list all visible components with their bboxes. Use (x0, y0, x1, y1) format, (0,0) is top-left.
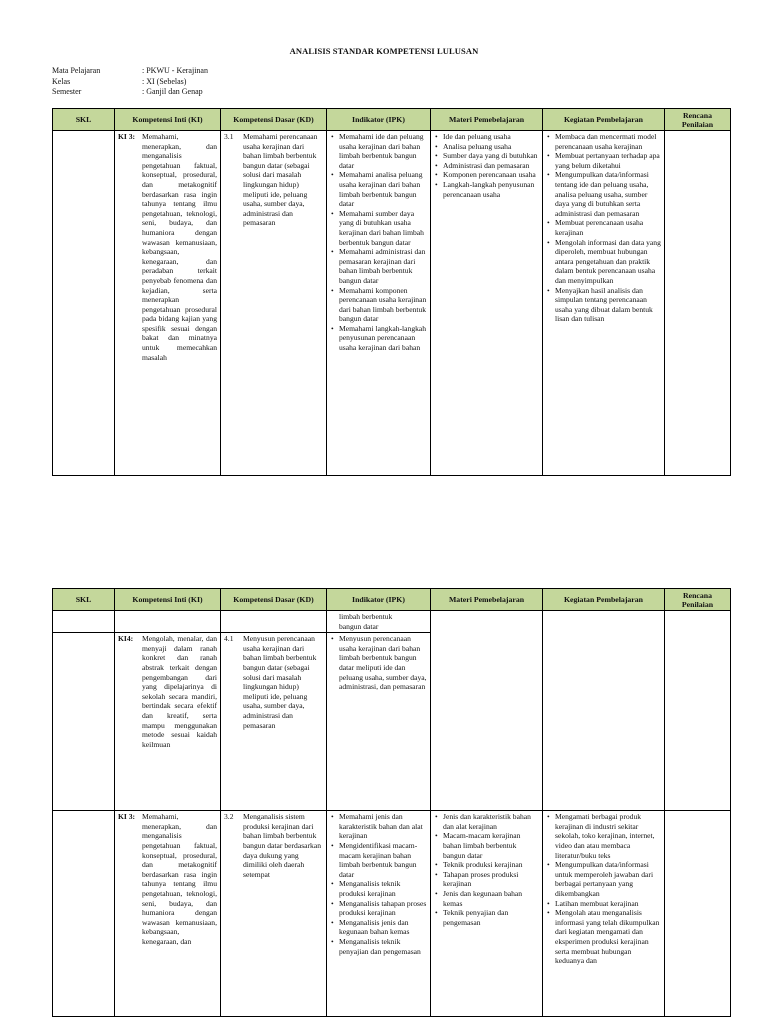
ki-text: Memahami, menerapkan, dan menganalisis pengetahuan faktual, konseptual, prosedural, dan metakognitif berdasarkan rasa ingin tahunya tentang ilmu pengetahuan, teknologi, seni, budaya, dan humaniora dengan wawasan kemanusiaan, kebangsaan, kenegaraan, dan (142, 812, 217, 946)
document-title: ANALISIS STANDAR KOMPETENSI LULUSAN (289, 46, 479, 56)
list-item: • Memahami analisa peluang usaha kerajinan dari bahan limbah berbentuk bangun datar (339, 170, 427, 208)
list-item: • Mengidentifikasi macam-macam kerajinan bahan limbah berbentuk bangun datar (339, 841, 427, 879)
meta-row-subject (52, 66, 208, 77)
kd-cell (221, 633, 327, 811)
list-item: • Menyusun perencanaan usaha kerajinan dari bahan limbah berbentuk bangun datar meliputi ide dan peluang usaha, sumber daya, administrasi, dan pemasaran (339, 634, 427, 692)
meta-value: : PKWU - Kerajinan (142, 66, 208, 75)
materi-cell (431, 611, 543, 811)
list-item: • Membuat pertanyaan terhadap apa yang belum diketahui (555, 151, 661, 170)
ipk-cell (327, 633, 431, 811)
header-materi: Materi Pemebelajaran (431, 109, 543, 131)
ipk-cell (327, 611, 431, 633)
kd-number: 3.1 (224, 132, 234, 141)
header-materi: Materi Pemebelajaran (431, 589, 543, 611)
header-skl: SKL (53, 109, 115, 131)
skl-cell (53, 611, 115, 633)
skl-cell (53, 633, 115, 811)
header-ipk: Indikator (IPK) (327, 109, 431, 131)
header-kd: Kompetensi Dasar (KD) (221, 589, 327, 611)
ki-code: KI 3: (118, 132, 136, 141)
table-row (53, 131, 731, 476)
meta-label: Semester (52, 87, 82, 96)
list-item: • Memahami komponen perencanaan usaha kerajinan dari bahan limbah berbentuk bangun datar (339, 286, 427, 324)
analysis-table-2 (52, 588, 731, 1017)
list-item: • Sumber daya yang di butuhkan (443, 151, 539, 161)
list-item: • Membaca dan mencermati model perencanaan usaha kerajinan (555, 132, 661, 151)
ki-text: Memahami, menerapkan, dan menganalisis pengetahuan faktual, konseptual, prosedural, dan metakognitif berdasarkan rasa ingin tahunya tentang ilmu pengetahuan, teknologi, seni, budaya, dan humaniora dengan wawasan kemanusiaan, kebangsaan, kenegaraan, dan peradaban terkait penyebab fenomena dan kejadian, serta menerapkan pengetahuan prosedural pada bidang kajian yang spesifik sesuai dengan bakat dan minatnya untuk memecahkan masalah (142, 132, 217, 362)
list-item: • Menganalisis teknik penyajian dan pengemasan (339, 937, 427, 956)
analysis-table-1 (52, 108, 731, 476)
list-item: • Mengumpulkan data/informasi untuk memperoleh jawaban dari berbagai pertanyaan yang dikembangkan (555, 860, 661, 898)
list-item: • Menganalisis tahapan proses produksi kerajinan (339, 899, 427, 918)
kegiatan-cell (543, 811, 665, 1017)
ipk-cell (327, 131, 431, 476)
list-item: • Jenis dan kegunaan bahan kemas (443, 889, 539, 908)
skl-cell (53, 811, 115, 1017)
kegiatan-cell (543, 131, 665, 476)
list-item: • Teknik penyajian dan pengemasan (443, 908, 539, 927)
list-item: • Mengolah informasi dan data yang diperoleh, membuat hubungan antara pengetahuan dan praktik dalam bentuk perencanaan usaha dan menyimpulkan (555, 238, 661, 286)
list-item: • Memahami jenis dan karakteristik bahan dan alat kerajinan (339, 812, 427, 841)
header-rencana: Rencana Penilaian (665, 109, 731, 131)
kd-text: Memahami perencanaan usaha kerajinan dari bahan limbah berbentuk bangun datar (sebagai solusi dari masalah lingkungan hidup) meliputi ide, peluang usaha, sumber daya, administrasi dan pemasaran (243, 132, 318, 228)
list-item: • Menyajkan hasil analisis dan simpulan tentang perencanaan usaha yang dibuat dalam bentuk lisan dan tulisan (555, 286, 661, 324)
header-ki: Kompetensi Inti (KI) (115, 109, 221, 131)
list-item: • Komponen perencanaan usaha (443, 170, 539, 180)
meta-value: : Ganjil dan Genap (142, 87, 203, 96)
kegiatan-cell (543, 611, 665, 811)
ki-cell (115, 611, 221, 633)
rencana-cell (665, 811, 731, 1017)
kd-cell (221, 131, 327, 476)
list-item: • Memahami administrasi dan pemasaran kerajinan dari bahan limbah berbentuk bangun datar (339, 247, 427, 285)
list-item: • Ide dan peluang usaha (443, 132, 539, 142)
ipk-cell (327, 811, 431, 1017)
list-item: • Memahami langkah-langkah penyusunan perencanaan usaha kerajinan dari bahan (339, 324, 427, 353)
header-ki: Kompetensi Inti (KI) (115, 589, 221, 611)
rencana-cell (665, 131, 731, 476)
header-ipk: Indikator (IPK) (327, 589, 431, 611)
list-item: • Langkah-langkah penyusunan perencanaan usaha (443, 180, 539, 199)
header-rencana: Rencana Penilaian (665, 589, 731, 611)
table-row (53, 611, 731, 633)
list-item: • Latihan membuat kerajinan (555, 899, 661, 909)
list-item: • Mengamati berbagai produk kerajinan di industri sekitar sekolah, toko kerajinan, internet, video dan atau membaca literatur/buku teks (555, 812, 661, 860)
kd-number: 4.1 (224, 634, 234, 644)
list-item: • Administrasi dan pemasaran (443, 161, 539, 171)
ipk-continuation: limbah berbentuk bangun datar (339, 612, 393, 631)
meta-row-class (52, 77, 208, 88)
meta-label: Kelas (52, 76, 71, 86)
ki-text: Mengolah, menalar, dan menyaji dalam ranah konkret dan ranah abstrak terkait dengan pengembangan dari yang dipelajarinya di sekolah secara mandiri, bertindak secara efektif dan kreatif, serta mampu menggunakan metode sesuai kaidah keilmuan (142, 634, 217, 749)
list-item: • Memahami sumber daya yang di butuhkan usaha kerajinan dari bahan limbah berbentuk bangun datar (339, 209, 427, 247)
list-item: • Jenis dan karakteristik bahan dan alat kerajinan (443, 812, 539, 831)
list-item: • Mengumpulkan data/informasi tentang ide dan peluang usaha, analisa peluang usaha, sumber daya yang di butuhkan serta administrasi dan pemasaran (555, 170, 661, 218)
ki-cell (115, 633, 221, 811)
meta-row-semester (52, 87, 208, 98)
rencana-cell (665, 611, 731, 811)
materi-cell (431, 131, 543, 476)
skl-cell (53, 131, 115, 476)
kd-text: Menyusun perencanaan usaha kerajinan dari bahan limbah berbentuk bangun datar (sebagai solusi dari masalah lingkungan hidup) meliputi ide, peluang usaha, sumber daya, administrasi dan pemasaran (243, 634, 317, 730)
kd-number: 3.2 (224, 812, 234, 822)
ki-code: KI4: (118, 634, 134, 644)
materi-cell (431, 811, 543, 1017)
kd-cell (221, 611, 327, 633)
list-item: • Memahami ide dan peluang usaha kerajinan dari bahan limbah berbentuk bangun datar (339, 132, 427, 170)
ki-cell (115, 811, 221, 1017)
list-item: • Membuat perencanaan usaha kerajinan (555, 218, 661, 237)
kd-text: Menganalisis sistem produksi kerajinan dari bahan limbah berbentuk bangun datar berdasarkan daya dukung yang dimiliki oleh daerah setempat (243, 812, 322, 879)
meta-value: : XI (Sebelas) (142, 76, 187, 86)
document-meta (52, 66, 208, 98)
header-skl: SKL (53, 589, 115, 611)
list-item: • Tahapan proses produksi kerajinan (443, 870, 539, 889)
list-item: • Mengolah atau menganalisis informasi yang telah dikumpulkan dari kegiatan mengamati dan eksperimen produksi kerajinan serta membuat hubungan keduanya dan (555, 908, 661, 966)
table-row (53, 811, 731, 1017)
list-item: • Menganalisis teknik produksi kerajinan (339, 879, 427, 898)
header-kegiatan: Kegiatan Pembelajaran (543, 589, 665, 611)
kd-cell (221, 811, 327, 1017)
list-item: • Menganalisis jenis dan kegunaan bahan kemas (339, 918, 427, 937)
list-item: • Teknik produksi kerajinan (443, 860, 539, 870)
header-kd: Kompetensi Dasar (KD) (221, 109, 327, 131)
ki-code: KI 3: (118, 812, 136, 822)
ki-cell (115, 131, 221, 476)
meta-label: Mata Pelajaran (52, 66, 101, 75)
list-item: • Analisa peluang usaha (443, 142, 539, 152)
list-item: • Macam-macam kerajinan bahan limbah berbentuk bangun datar (443, 831, 539, 860)
header-kegiatan: Kegiatan Pembelajaran (543, 109, 665, 131)
